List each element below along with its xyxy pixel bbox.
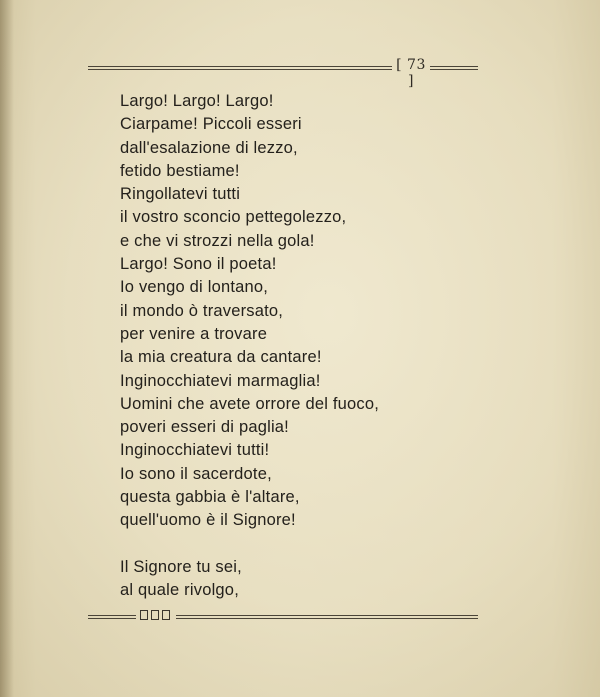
ornament-square (162, 610, 170, 620)
header-rule-left (88, 66, 392, 70)
poem-line: Io vengo di lontano, (120, 278, 269, 297)
footer-rule-right (176, 615, 478, 619)
poem-line: quell'uomo è il Signore! (120, 511, 296, 530)
poem-line: Il Signore tu sei, (120, 557, 242, 576)
poem-line: questa gabbia è l'altare, (120, 488, 300, 507)
header-rule-right (430, 66, 478, 70)
footer-rule-left (88, 615, 136, 619)
ornament-square (151, 610, 159, 620)
poem-line: Uomini che avete orrore del fuoco, (120, 394, 380, 413)
poem-text (120, 90, 450, 603)
poem-line: il vostro sconcio pettegolezzo, (120, 208, 347, 227)
poem-line: Largo! Sono il poeta! (120, 255, 277, 274)
poem-line: poveri esseri di paglia! (120, 418, 289, 437)
poem-line: per venire a trovare (120, 324, 268, 343)
binding-shadow (0, 0, 14, 697)
poem-line: fetido bestiame! (120, 161, 240, 180)
poem-line: Io sono il sacerdote, (120, 464, 272, 483)
poem-line: dall'esalazione di lezzo, (120, 138, 298, 157)
footer-ornament-icon (140, 610, 170, 620)
poem-line: Ringollatevi tutti (120, 185, 241, 204)
poem-line: al quale rivolgo, (120, 581, 239, 600)
poem-line: Largo! Largo! Largo! (120, 92, 274, 110)
poem-line: Inginocchiatevi tutti! (120, 441, 270, 460)
poem-line: Ciarpame! Piccoli esseri (120, 115, 302, 134)
ornament-square (140, 610, 148, 620)
page-number: [ 73 ] (396, 57, 426, 89)
poem-line: Inginocchiatevi marmaglia! (120, 371, 321, 390)
poem-line: e che vi strozzi nella gola! (120, 231, 315, 250)
poem-line: il mondo ò traversato, (120, 301, 284, 320)
poem-line: la mia creatura da cantare! (120, 348, 322, 367)
stanza (120, 556, 450, 603)
stanza (120, 90, 450, 533)
